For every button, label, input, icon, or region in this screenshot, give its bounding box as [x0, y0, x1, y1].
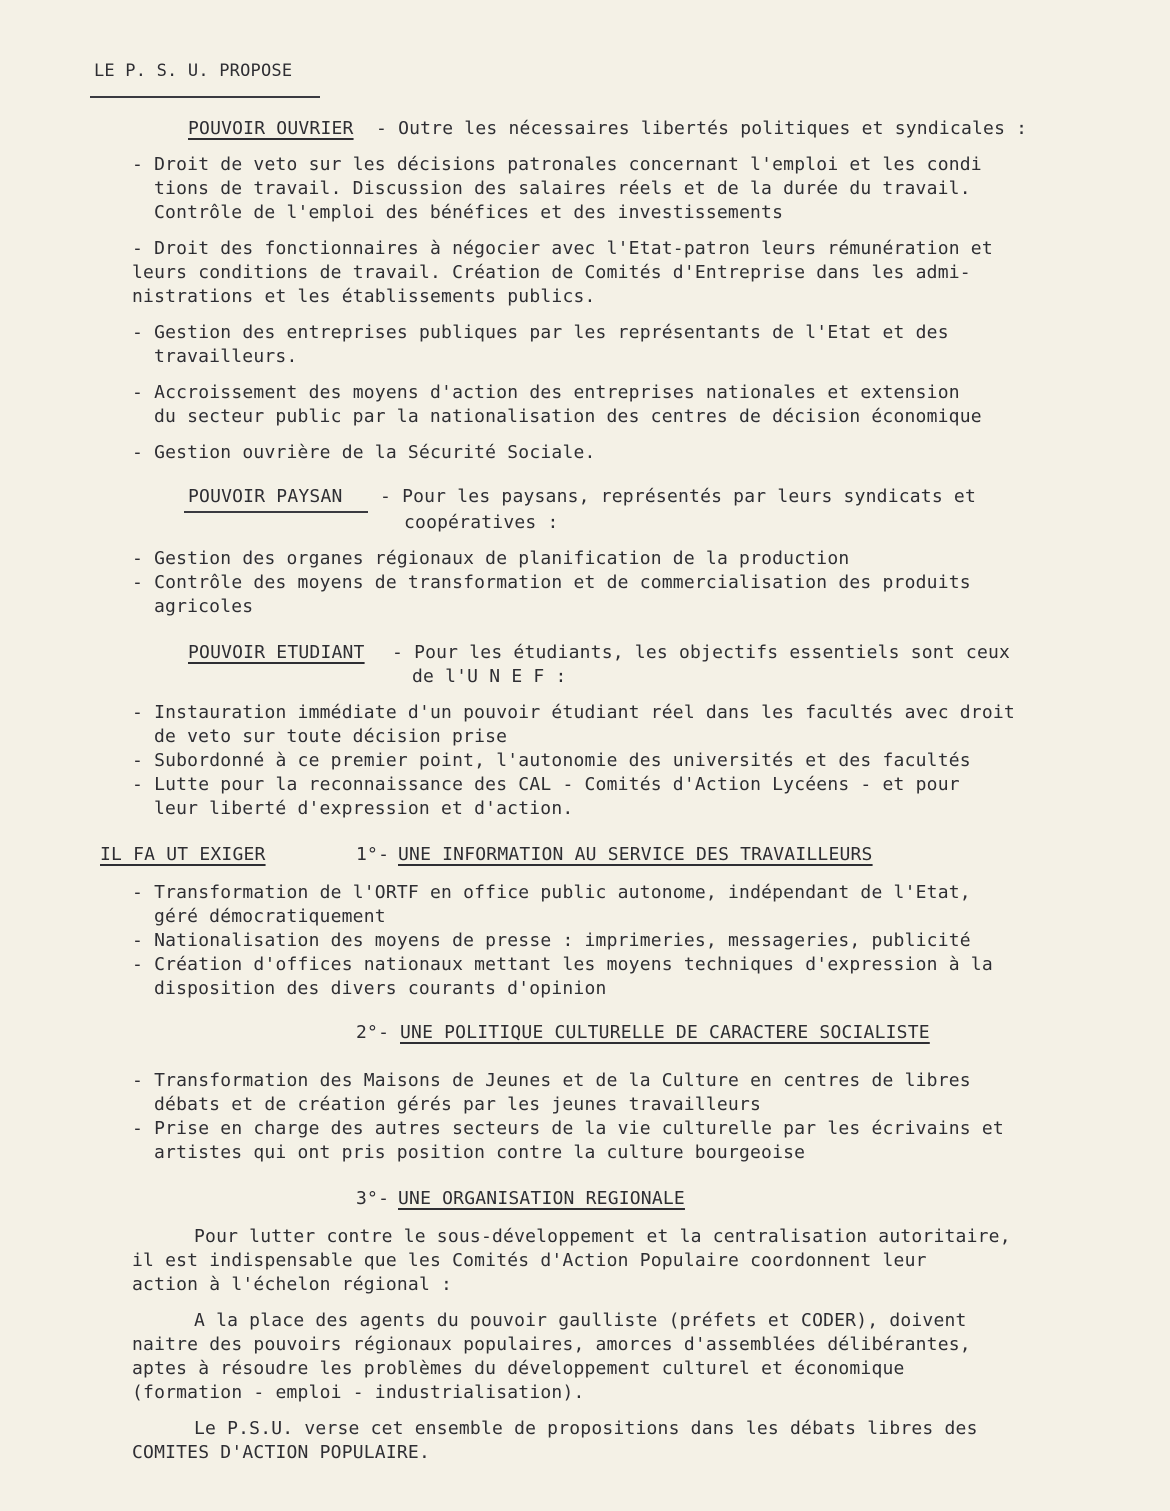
list-item-cont: du secteur public par la nationalisation des centres de décision économique [154, 406, 982, 427]
paragraph-line: action à l'échelon régional : [132, 1274, 453, 1295]
paragraph-line: COMITES D'ACTION POPULAIRE. [132, 1442, 430, 1463]
list-item-cont: agricoles [154, 596, 254, 617]
list-item: - Nationalisation des moyens de presse : imprimeries, messageries, publicité [132, 930, 971, 951]
pouvoir-paysan-underline [184, 511, 368, 513]
paragraph-line: naitre des pouvoirs régionaux populaires, amorces d'assemblées délibérantes, [132, 1334, 971, 1355]
list-item-cont: Contrôle de l'emploi des bénéfices et des investissements [154, 202, 784, 223]
list-item: - Gestion des organes régionaux de planification de la production [132, 548, 850, 569]
il-faut-exiger-label: IL FA UT EXIGER [100, 844, 266, 865]
list-item: - Contrôle des moyens de transformation et de commercialisation des produits [132, 572, 971, 593]
title-underline [90, 96, 320, 98]
section-number: 2°- [356, 1022, 390, 1043]
section-heading-pouvoir-paysan: POUVOIR PAYSAN [188, 486, 343, 507]
section-heading-pouvoir-ouvrier: POUVOIR OUVRIER [188, 118, 354, 139]
list-item-cont: travailleurs. [154, 346, 298, 367]
list-item: - Instauration immédiate d'un pouvoir étudiant réel dans les facultés avec droit [132, 702, 1015, 723]
paragraph-line: A la place des agents du pouvoir gaulliste (préfets et CODER), doivent [194, 1310, 967, 1331]
section-heading-information: UNE INFORMATION AU SERVICE DES TRAVAILLEURS [398, 844, 873, 865]
pouvoir-etudiant-intro: - Pour les étudiants, les objectifs essentiels sont ceux [392, 642, 1011, 663]
list-item: - Droit des fonctionnaires à négocier avec l'Etat-patron leurs rémunération et [132, 238, 993, 259]
paragraph-line: aptes à résoudre les problèmes du développement culturel et économique [132, 1358, 905, 1379]
list-item: - Lutte pour la reconnaissance des CAL - Comités d'Action Lycéens - et pour [132, 774, 960, 795]
list-item: - Transformation des Maisons de Jeunes et de la Culture en centres de libres [132, 1070, 971, 1091]
list-item: - Accroissement des moyens d'action des entreprises nationales et extension [132, 382, 960, 403]
pouvoir-paysan-intro-cont: coopératives : [404, 512, 559, 533]
list-item-cont: leurs conditions de travail. Création de Comités d'Entreprise dans les admi- [132, 262, 971, 283]
list-item-cont: tions de travail. Discussion des salaires réels et de la durée du travail. [154, 178, 971, 199]
section-heading-organisation-regionale: UNE ORGANISATION REGIONALE [398, 1188, 685, 1209]
list-item-cont: artistes qui ont pris position contre la culture bourgeoise [154, 1142, 806, 1163]
list-item-cont: de veto sur toute décision prise [154, 726, 508, 747]
list-item-cont: débats et de création gérés par les jeunes travailleurs [154, 1094, 762, 1115]
list-item-cont: disposition des divers courants d'opinion [154, 978, 607, 999]
pouvoir-etudiant-intro-cont: de l'U N E F : [412, 666, 567, 687]
paragraph-line: Le P.S.U. verse cet ensemble de propositions dans les débats libres des [194, 1418, 978, 1439]
list-item: - Création d'offices nationaux mettant les moyens techniques d'expression à la [132, 954, 993, 975]
list-item: - Droit de veto sur les décisions patronales concernant l'emploi et les condi [132, 154, 982, 175]
pouvoir-ouvrier-intro: - Outre les nécessaires libertés politiques et syndicales : [376, 118, 1028, 139]
list-item: - Gestion des entreprises publiques par les représentants de l'Etat et des [132, 322, 949, 343]
document-title: LE P. S. U. PROPOSE [94, 61, 293, 81]
section-number: 1°- [356, 844, 390, 865]
paragraph-line: Pour lutter contre le sous-développement et la centralisation autoritaire, [194, 1226, 1011, 1247]
list-item: - Gestion ouvrière de la Sécurité Sociale. [132, 442, 596, 463]
paragraph-line: (formation - emploi - industrialisation). [132, 1382, 585, 1403]
list-item-cont: nistrations et les établissements publics. [132, 286, 596, 307]
list-item-cont: leur liberté d'expression et d'action. [154, 798, 574, 819]
list-item: - Transformation de l'ORTF en office public autonome, indépendant de l'Etat, [132, 882, 971, 903]
list-item: - Subordonné à ce premier point, l'autonomie des universités et des facultés [132, 750, 971, 771]
paragraph-line: il est indispensable que les Comités d'Action Populaire coordonnent leur [132, 1250, 927, 1271]
section-number: 3°- [356, 1188, 390, 1209]
list-item-cont: géré démocratiquement [154, 906, 386, 927]
section-heading-pouvoir-etudiant: POUVOIR ETUDIANT [188, 642, 365, 663]
section-heading-politique-culturelle: UNE POLITIQUE CULTURELLE DE CARACTERE SOCIALISTE [400, 1022, 930, 1043]
pouvoir-paysan-intro: - Pour les paysans, représentés par leurs syndicats et [380, 486, 976, 507]
list-item: - Prise en charge des autres secteurs de la vie culturelle par les écrivains et [132, 1118, 1004, 1139]
